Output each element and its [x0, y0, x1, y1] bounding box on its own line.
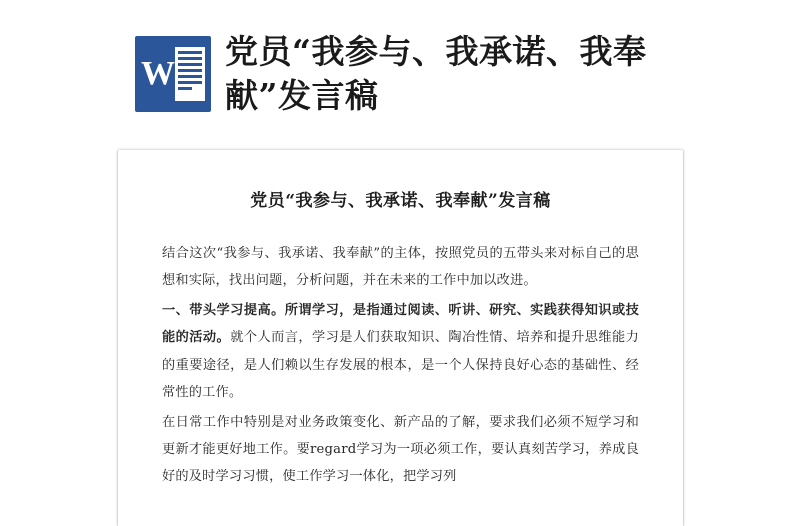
paragraph-text: 就个人而言，学习是人们获取知识、陶冶性情、培养和提升思维能力的重要途径，是人们赖以生存发展的根本，是一个人保持良好心态的基础性、经常性的工作。: [162, 330, 640, 401]
paragraph-text: 结合这次“我参与、我承诺、我奉献”的主体，按照党员的五带头来对标自己的思想和实际，找出问题，分析问题，并在未来的工作中加以改进。: [162, 245, 639, 289]
word-icon-lines: [175, 47, 205, 101]
word-icon-letter: W: [141, 55, 175, 92]
document-title: 党员“我参与、我承诺、我奉献”发言稿: [250, 191, 551, 211]
sheet-edge-right: [683, 150, 684, 526]
page-header: [0, 0, 800, 148]
paragraph-text: 在日常工作中特别是对业务政策变化、新产品的了解，要求我们必须不短学习和更新才能更好地工作。要regard学习为一项必须工作，要认真刻苦学习，养成良好的及时学习习惯，使工作学习一体化，把学习列: [162, 414, 639, 485]
paragraph-bold-lead: 一、带头学习提高。所谓学习，是指通过阅读、听讲、研究、实践获得知识或技能的活动。: [162, 302, 639, 346]
page-title: 党员“我参与、我承诺、我奉献”发言稿: [225, 32, 647, 115]
document-preview: [118, 150, 683, 526]
word-document-icon: [135, 36, 211, 112]
paragraph: [162, 240, 639, 295]
paragraph: [162, 409, 639, 491]
paragraph: [162, 297, 639, 407]
document-body: [162, 240, 639, 491]
